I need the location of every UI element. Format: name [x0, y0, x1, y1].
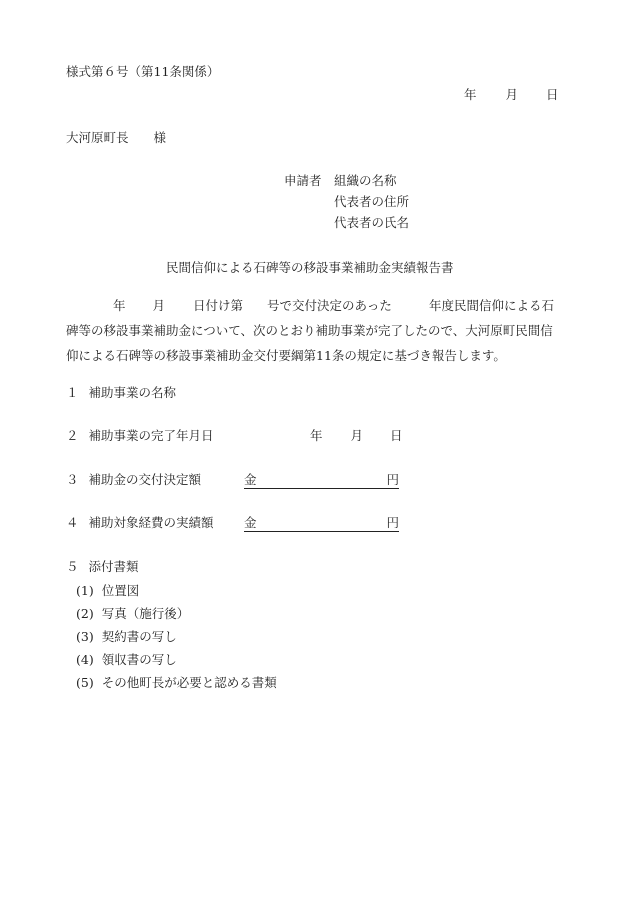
completion-month: 月: [350, 428, 364, 443]
item-2: [66, 430, 214, 443]
body-paragraph: [66, 293, 558, 368]
item-number: ５: [66, 559, 79, 574]
applicant-rep-address: 代表者の住所: [334, 194, 410, 209]
item-label: 補助対象経費の実績額: [88, 515, 214, 530]
attachment-label: その他町長が必要と認める書類: [101, 675, 277, 690]
applicant-rep-name: 代表者の氏名: [334, 215, 410, 230]
grant-amount-field: [244, 474, 399, 489]
amount-suffix: 円: [386, 515, 399, 530]
attachment-1: [76, 585, 139, 598]
attachment-number: (4): [76, 652, 94, 667]
item-number: ４: [66, 515, 79, 530]
applicant-label: 申請者: [284, 173, 322, 188]
attachment-number: (1): [76, 583, 94, 598]
attachment-label: 位置図: [101, 583, 140, 598]
date-year: 年: [464, 87, 477, 102]
attachment-number: (2): [76, 606, 94, 621]
item-label: 補助金の交付決定額: [88, 472, 202, 487]
attachment-label: 領収書の写し: [101, 652, 177, 667]
item-label: 添付書類: [88, 559, 139, 574]
attachment-2: [76, 608, 189, 621]
item-4: [66, 517, 214, 530]
attachment-number: (5): [76, 675, 94, 690]
addressee-suffix: 様: [153, 130, 167, 145]
completion-day: 日: [390, 428, 403, 443]
amount-suffix: 円: [386, 472, 399, 487]
completion-year: 年: [310, 428, 323, 443]
body-line-2: 碑等の移設事業補助金について、次のとおり補助事業が完了したので、大河原町民間信: [66, 323, 553, 338]
applicant-org-name: 組織の名称: [334, 173, 397, 188]
document-title: 民間信仰による石碑等の移設事業補助金実績報告書: [166, 260, 454, 275]
body-line-3: 仰による石碑等の移設事業補助金交付要綱第11条の規定に基づき報告します。: [66, 348, 506, 363]
date-month: 月: [505, 87, 519, 102]
item-number: ２: [66, 428, 79, 443]
amount-prefix: 金: [244, 515, 257, 530]
addressee: [66, 132, 166, 145]
item-label: 補助事業の名称: [88, 385, 177, 400]
date-line: [464, 89, 559, 102]
item-label: 補助事業の完了年月日: [88, 428, 214, 443]
addressee-name: 大河原町長: [66, 130, 129, 145]
actual-expense-field: [244, 517, 399, 532]
body-line-1: 年 月 日付け第 号で交付決定のあった 年度民間信仰による石: [113, 298, 554, 313]
attachment-4: [76, 654, 177, 667]
item-1: [66, 387, 176, 400]
attachment-label: 契約書の写し: [101, 629, 177, 644]
amount-prefix: 金: [244, 472, 257, 487]
form-number: 様式第６号（第11条関係）: [66, 64, 220, 79]
attachment-3: [76, 631, 177, 644]
item-number: １: [66, 385, 79, 400]
attachment-number: (3): [76, 629, 94, 644]
attachment-label: 写真（施行後）: [101, 606, 190, 621]
date-day: 日: [546, 87, 559, 102]
item-number: ３: [66, 472, 79, 487]
item-3: [66, 474, 201, 487]
completion-date: [310, 430, 403, 443]
attachment-5: [76, 677, 277, 690]
item-5: [66, 561, 139, 574]
